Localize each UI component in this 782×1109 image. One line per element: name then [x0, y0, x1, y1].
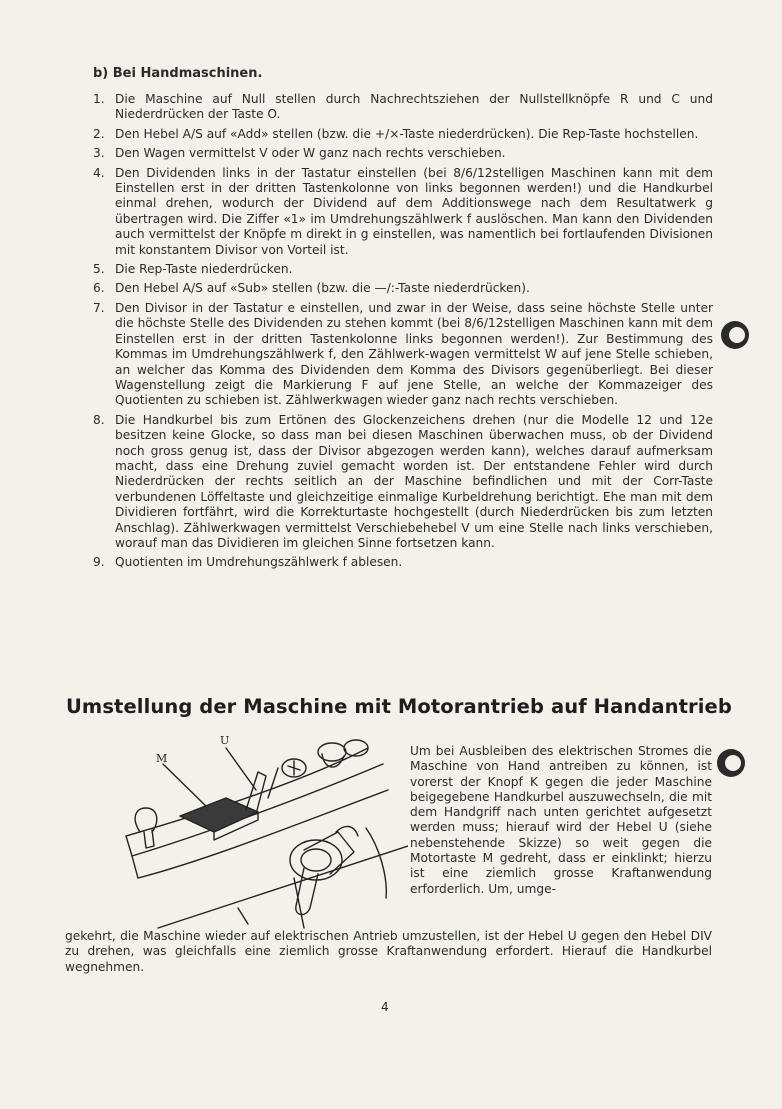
step-number: 7. — [93, 300, 105, 315]
instruction-paragraph: Um bei Ausbleiben des elektrischen Stromes die Maschine von Hand antreiben zu können, ist vorerst der Knopf K gegen die jeder Maschine beigegebene Handkurbel auszuwechseln, die mit dem Handgriff nach unten gerichtet aufgesetzt werden muss; hierauf wird der Hebel U (siehe nebenstehende Skizze) so weit gegen die Motortaste M gedreht, dass er einklinkt; hierzu ist eine ziemlich grosse Kraftanwendung erforderlich. Um, umge- — [410, 744, 712, 896]
leader-u — [226, 748, 256, 790]
machine-sketch — [118, 728, 408, 933]
list-item — [93, 413, 713, 552]
step-text: Die Maschine auf Null stellen durch Nachrechtsziehen der Nullstellknöpfe R und C und Niederdrücken der Taste O. — [115, 92, 713, 122]
list-item — [93, 146, 713, 161]
step-text: Den Divisor in der Tastatur e einstellen, und zwar in der Weise, dass seine höchste Stelle unter die höchste Stelle des Dividenden zu stehen kommt (bei 8/6/12stelligen Maschinen kann mit dem Einstellen erst in der dritten Tastenkolonne links begonnen werden!). Zur Bestimmung des Kommas im Umdrehungszählwerk f, den Zählwerk-wagen vermittelst W auf jene Stelle schieben, an welcher das Komma des Dividenden dem Komma des Divisors gegenüberliegt. Bei dieser Wagenstellung zeigt die Markierung F auf jene Stelle, an welche der Kommazeiger des Quotienten zu schieben ist. Zählwerkwagen wieder ganz nach rechts verschieben. — [115, 300, 713, 408]
label-u: U — [220, 734, 230, 747]
step-number: 4. — [93, 165, 105, 180]
step-text: Den Hebel A/S auf «Sub» stellen (bzw. die —/:-Taste niederdrücken). — [115, 281, 530, 296]
step-text: Den Hebel A/S auf «Add» stellen (bzw. die +/×-Taste niederdrücken). Die Rep-Taste hochstellen. — [115, 126, 699, 141]
page-number: 4 — [381, 1000, 389, 1014]
instruction-paragraph-continued: gekehrt, die Maschine wieder auf elektrischen Antrieb umzustellen, ist der Hebel U gegen den Hebel DIV zu drehen, was gleichfalls eine ziemlich grosse Kraftanwendung erfordert. Hierauf die Handkurbel wegnehmen. — [65, 929, 712, 974]
label-m: M — [156, 752, 168, 765]
step-number: 8. — [93, 412, 105, 427]
section-b-title: b) Bei Handmaschinen. — [93, 66, 263, 81]
punch-hole-icon — [718, 318, 752, 352]
section-heading: Umstellung der Maschine mit Motorantrieb auf Handantrieb — [66, 695, 732, 718]
punch-hole-icon — [714, 746, 748, 780]
list-item — [93, 301, 713, 409]
steps-list — [93, 92, 713, 575]
step-text: Quotienten im Umdrehungszählwerk f ablesen. — [115, 555, 403, 570]
step-number: 6. — [93, 281, 105, 296]
list-item — [93, 281, 713, 296]
list-item — [93, 92, 713, 123]
step-number: 5. — [93, 262, 105, 277]
list-item — [93, 555, 713, 570]
list-item — [93, 262, 713, 277]
list-item — [93, 166, 713, 258]
step-number: 1. — [93, 92, 105, 106]
list-item — [93, 127, 713, 142]
step-text: Den Dividenden links in der Tastatur einstellen (bei 8/6/12stelligen Maschinen kann mit dem Einstellen erst in der dritten Tastenkolonne von links begonnen werden!) und die Handkurbel einmal drehen, wodurch der Dividend auf dem Additionswege nach dem Resultatwerk g übertragen wird. Die Ziffer «1» im Umdrehungszählwerk f auslöschen. Man kann den Dividenden auch vermittelst der Knöpfe m direkt in g einstellen, was namentlich bei fortlaufenden Divisionen mit konstantem Divisor von Vorteil ist. — [115, 165, 713, 257]
step-number: 2. — [93, 126, 105, 141]
step-number: 3. — [93, 146, 105, 161]
step-text: Die Handkurbel bis zum Ertönen des Glockenzeichens drehen (nur die Modelle 12 und 12e besitzen keine Glocke, so dass man bei diesen Maschinen überwachen muss, ob der Dividend noch gross genug ist, dass der Divisor abgezogen werden kann), welches darauf aufmerksam macht, dass eine Drehung zuviel gemacht worden ist. Der entstandene Fehler wird durch Niederdrücken der rechts seitlich an der Maschine befindlichen und mit der Corr-Taste verbundenen Löffeltaste und gleichzeitige einmalige Kurbeldrehung berichtigt. Ehe man mit dem Dividieren fortfährt, wird die Korrekturtaste hochgestellt (durch Niederdrücken bis zum letzten Anschlag). Zählwerkwagen vermittelst Verschiebehebel V um eine Stelle nach links verschieben, worauf man das Dividieren im gleichen Sinne fortsetzen kann. — [115, 412, 713, 550]
step-text: Die Rep-Taste niederdrücken. — [115, 262, 293, 277]
step-number: 9. — [93, 555, 105, 570]
step-text: Den Wagen vermittelst V oder W ganz nach rechts verschieben. — [115, 146, 506, 161]
leader-m — [163, 764, 210, 810]
